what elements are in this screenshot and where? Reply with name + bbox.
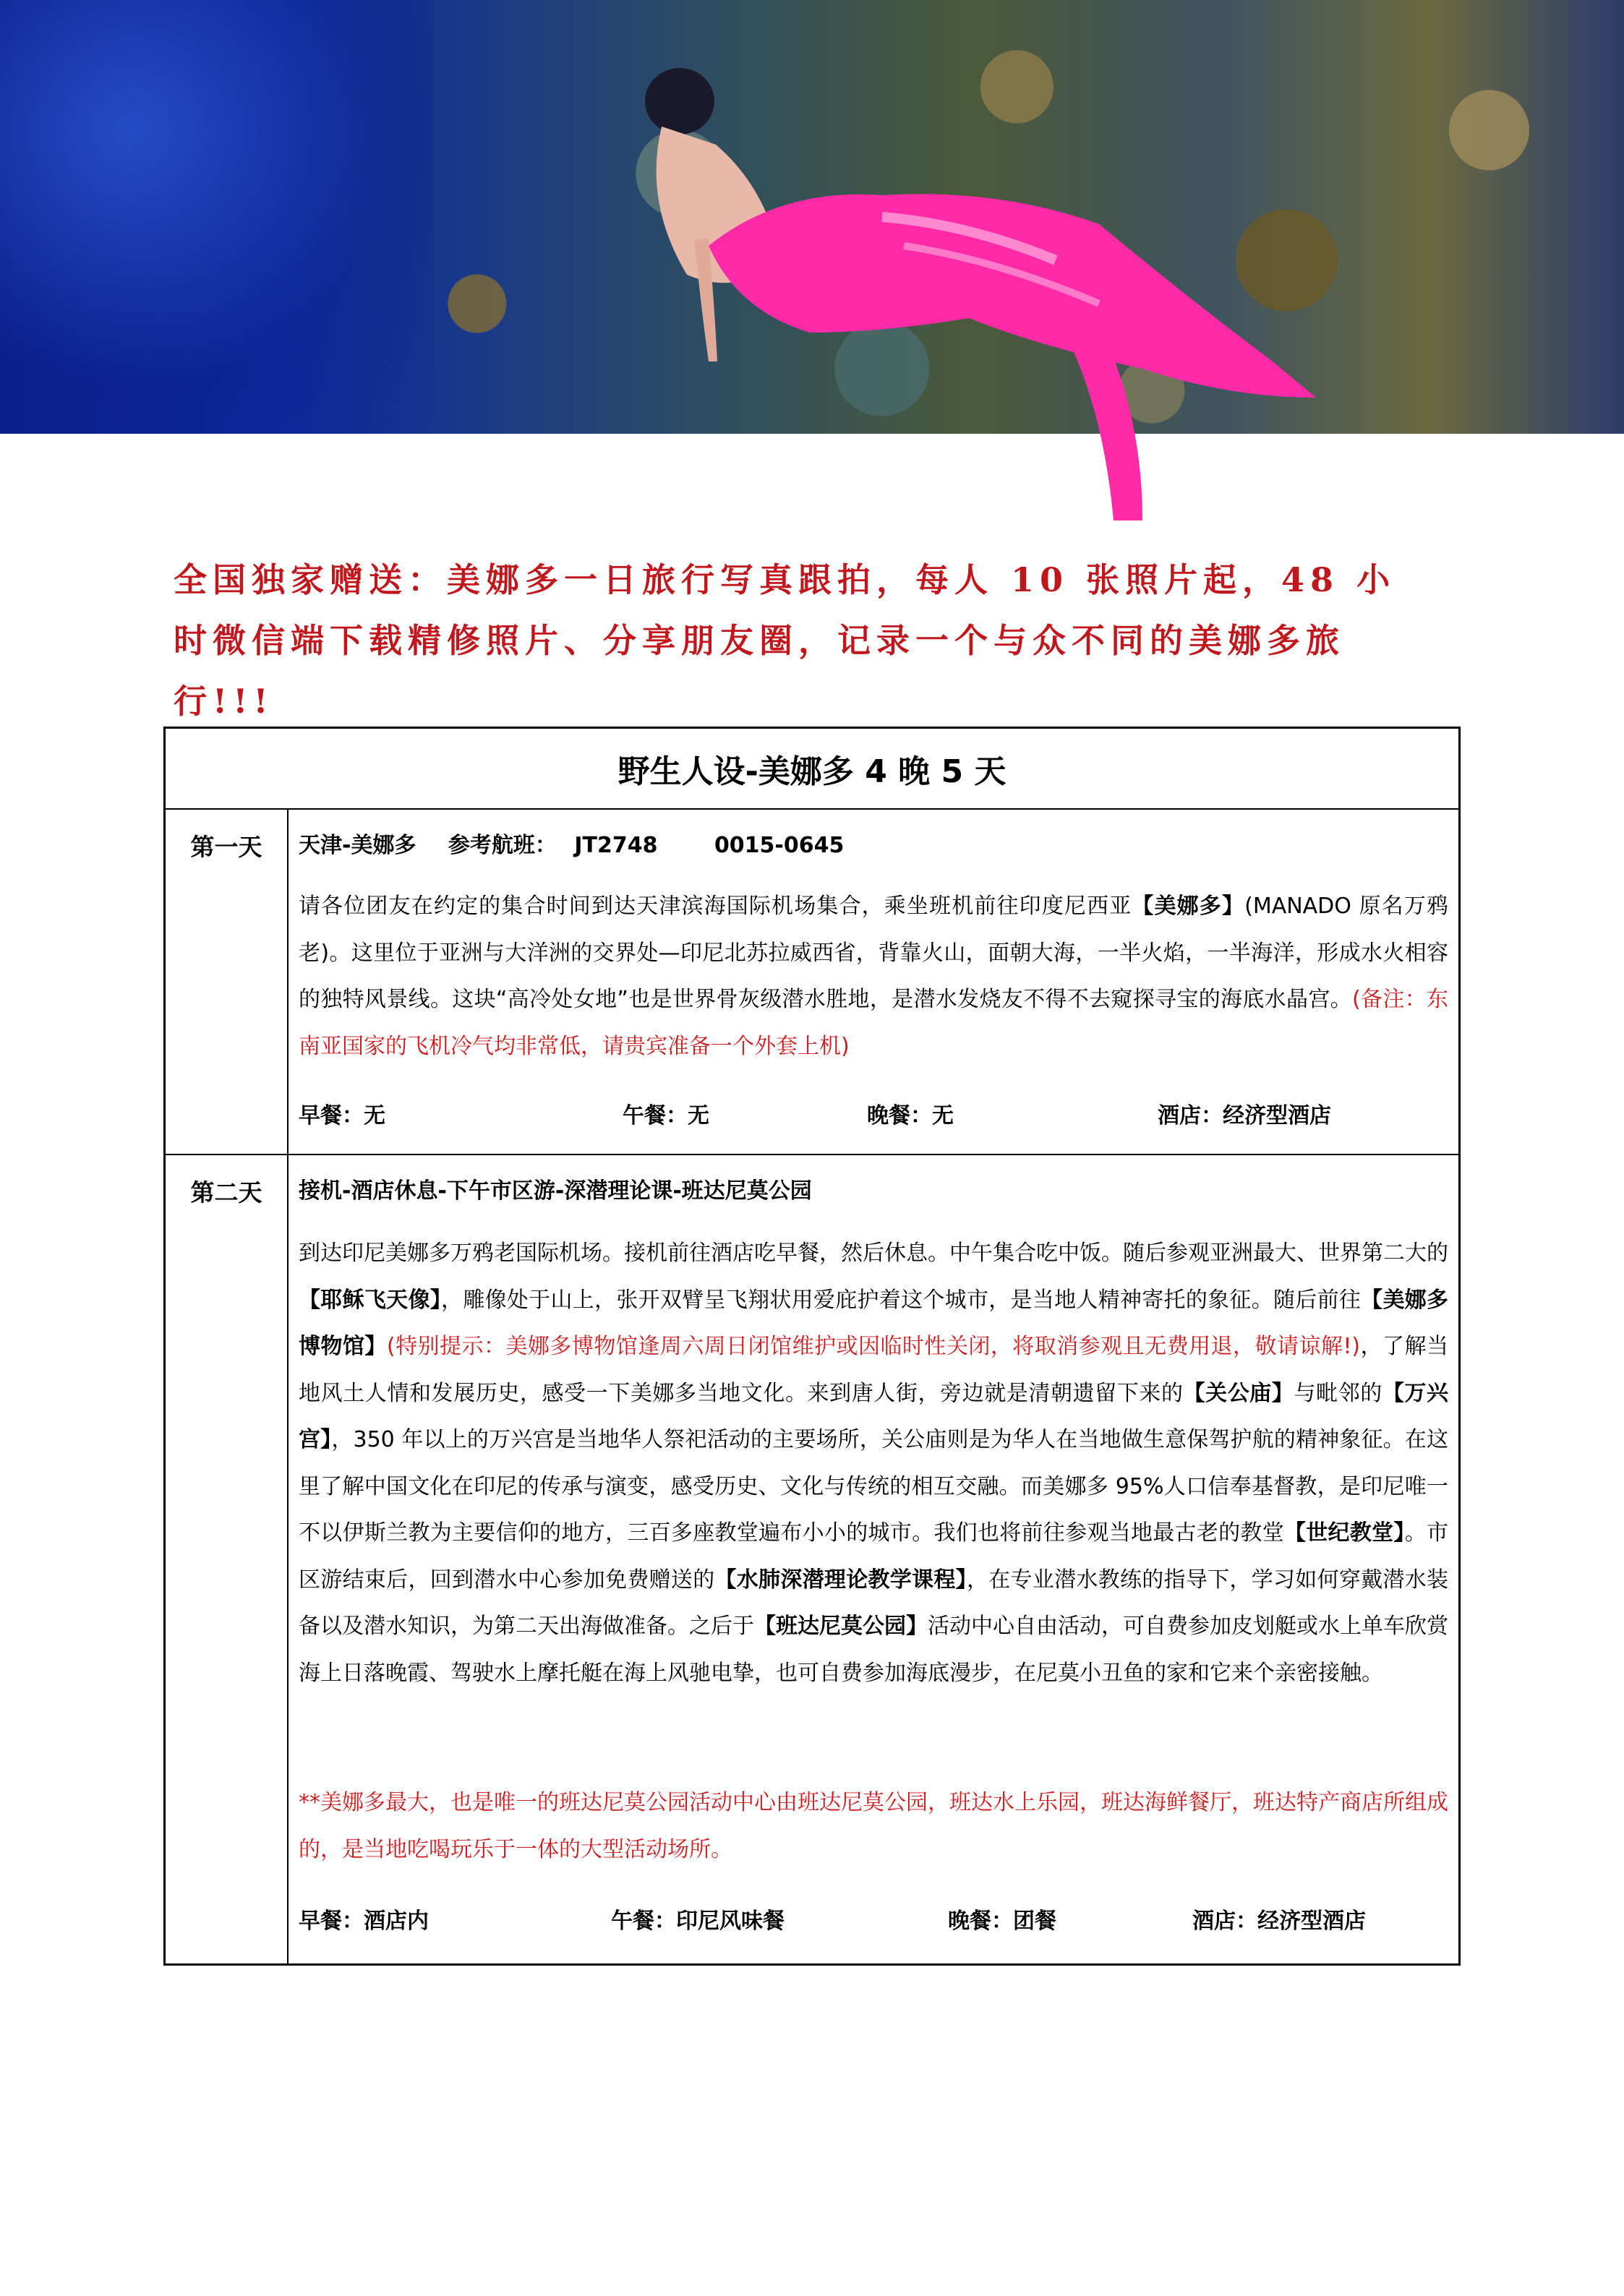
day1-text: 请各位团友在约定的集合时间到达天津滨海国际机场集合，乘坐班机前往印度尼西亚 <box>299 894 1132 919</box>
day-row-1 <box>166 810 1458 1155</box>
day2-text: ，雕像处于山上，张开双臂呈飞翔状用爱庇护着这个城市，是当地人精神寄托的象征。随后前往 <box>441 1287 1362 1313</box>
day2-dinner: 晚餐：团餐 <box>948 1909 1056 1934</box>
day2-description <box>299 1230 1448 1697</box>
day2-lunch: 午餐：印尼风味餐 <box>611 1909 785 1934</box>
day1-text: (MANADO 原名万鸦老)。这里位于亚洲与大洋洲的交界处—印尼北苏拉威西省，背靠火山，面朝大海，一半火焰，一半海洋，形成水火相容的独特风景线。这块“高冷处女地”也是世界骨灰级潜水胜地，是潜水发烧友不得不去窥探寻宝的海底水晶宫。 <box>299 894 1449 1012</box>
day2-note: **美娜多最大，也是唯一的班达尼莫公园活动中心由班达尼莫公园，班达水上乐园，班达海鲜餐厅，班达特产商店所组成的，是当地吃喝玩乐于一体的大型活动场所。 <box>299 1790 1448 1862</box>
day1-note: (备注：东南亚国家的飞机冷气均非常低，请贵宾准备一个外套上机) <box>299 987 1448 1059</box>
day2-text: 活动中心自由活动，可自费参加皮划艇或水上单车欣赏海上日落晚霞、驾驶水上摩托艇在海上风驰电挚，也可自费参加海底漫步，在尼莫小丑鱼的家和它来个亲密接触。 <box>299 1614 1448 1686</box>
promo-line-2: 时微信端下载精修照片、分享朋友圈，记录一个与众不同的美娜多旅 <box>174 621 1345 660</box>
flight-label: 参考航班： <box>448 833 557 858</box>
day-label-1: 第一天 <box>166 810 289 1154</box>
promo-line-1: 全国独家赠送：美娜多一日旅行写真跟拍，每人 10 张照片起，48 小 <box>174 560 1396 599</box>
day1-route: 天津-美娜多 <box>299 833 416 858</box>
highlight-manado-museum: 【美娜多博物馆】 <box>299 1287 1449 1359</box>
day1-dinner: 晚餐：无 <box>867 1103 954 1128</box>
promo-line-3: 行!!! <box>174 682 274 721</box>
highlight-wanxing-palace: 【万兴宫】 <box>299 1380 1449 1452</box>
mermaid-head <box>645 68 714 134</box>
highlight-guan-gong-temple: 【关公庙】 <box>1183 1380 1294 1406</box>
day2-text: ，了解当地风土人情和发展历史，感受一下美娜多当地文化。来到唐人街，旁边就是清朝遗留下来的 <box>299 1334 1448 1406</box>
day-label-2: 第二天 <box>166 1155 289 1963</box>
mermaid-illustration <box>593 58 1461 521</box>
highlight-scuba-course: 【水肺深潜理论教学课程】 <box>714 1567 967 1593</box>
highlight-century-church: 【世纪教堂】 <box>1283 1520 1405 1546</box>
flight-number: JT2748 <box>574 833 658 858</box>
museum-notice: (特别提示：美娜多博物馆逢周六周日闭馆维护或因临时性关闭，将取消参观且无费用退，敬请谅解!) <box>386 1334 1361 1359</box>
flight-time: 0015-0645 <box>714 833 845 858</box>
day1-lunch: 午餐：无 <box>623 1103 709 1128</box>
day2-text: ，350 年以上的万兴宫是当地华人祭祀活动的主要场所，关公庙则是为华人在当地做生意保驾护航的精神象征。在这里了解中国文化在印尼的传承与演变，感受历史、文化与传统的相互交融。而美娜多 95%人口信奉基督教，是印尼唯一不以伊斯兰教为主要信仰的地方，三百多座教堂遍布小小的城市。我们也将前往参观当地最古老的教堂 <box>299 1427 1449 1546</box>
day2-text: 与毗邻的 <box>1294 1380 1382 1406</box>
day1-breakfast: 早餐：无 <box>299 1103 385 1128</box>
highlight-jesus-statue: 【耶稣飞天像】 <box>299 1287 442 1313</box>
mermaid-tail <box>709 194 1316 398</box>
day1-hotel: 酒店：经济型酒店 <box>1158 1103 1331 1128</box>
day1-description <box>299 883 1448 1070</box>
day2-hotel: 酒店：经济型酒店 <box>1192 1909 1366 1934</box>
highlight-bunaken-park: 【班达尼莫公园】 <box>754 1614 928 1639</box>
itinerary-table <box>163 727 1461 1966</box>
itinerary-title: 野生人设-美娜多 4 晚 5 天 <box>166 729 1458 810</box>
day2-text: 到达印尼美娜多万鸦老国际机场。接机前往酒店吃早餐，然后休息。中午集合吃中饭。随后参观亚洲最大、世界第二大的 <box>299 1241 1448 1266</box>
day1-highlight-manado: 【美娜多】 <box>1132 894 1245 919</box>
day2-route: 接机-酒店休息-下午市区游-深潜理论课-班达尼莫公园 <box>299 1178 812 1204</box>
day2-text: 。市区游结束后，回到潜水中心参加免费赠送的 <box>299 1520 1449 1593</box>
day2-text: ，在专业潜水教练的指导下，学习如何穿戴潜水装备以及潜水知识，为第二天出海做准备。之后于 <box>299 1567 1449 1639</box>
day2-breakfast: 早餐：酒店内 <box>299 1909 429 1934</box>
day1-route-line <box>299 827 844 859</box>
day-row-2 <box>166 1155 1458 1963</box>
